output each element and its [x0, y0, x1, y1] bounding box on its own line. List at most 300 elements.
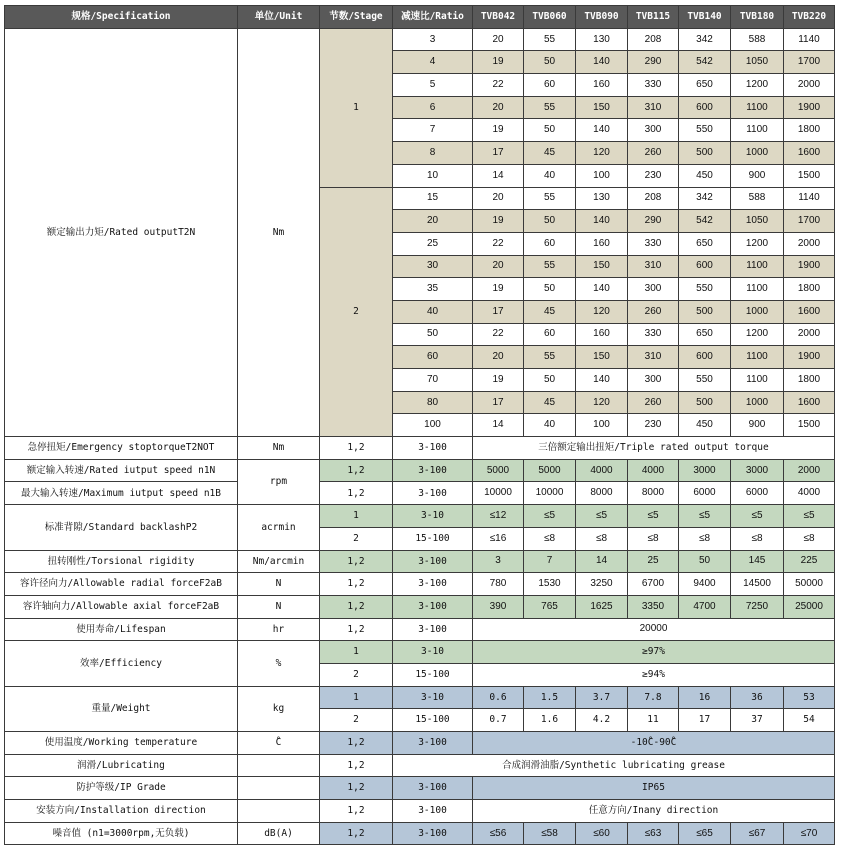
ratio-cell: 3-100: [393, 800, 473, 823]
value-cell: 225: [784, 550, 835, 573]
spec-table-body: [5, 28, 835, 845]
table-row: [5, 459, 835, 482]
spec-label: 使用寿命/Lifespan: [5, 618, 238, 641]
value-cell: 16: [679, 686, 731, 709]
value-cell: 7.8: [628, 686, 679, 709]
spec-label: 安装方向/Installation direction: [5, 800, 238, 823]
value-cell: 36: [731, 686, 784, 709]
value-cell: 650: [679, 323, 731, 346]
stage-cell: 1,2: [320, 550, 393, 573]
value-cell: 1140: [784, 187, 835, 210]
ratio-cell: 3-100: [393, 618, 473, 641]
ratio-cell: 3-100: [393, 437, 473, 460]
value-cell: 任意方向/Inany direction: [473, 800, 835, 823]
spec-label: 润滑/Lubricating: [5, 754, 238, 777]
value-cell: ≤8: [628, 527, 679, 550]
value-cell: 54: [784, 709, 835, 732]
value-cell: ≤8: [679, 527, 731, 550]
value-cell: 1140: [784, 28, 835, 51]
value-cell: 40: [524, 164, 576, 187]
stage-cell: 1,2: [320, 732, 393, 755]
header-model: TVB140: [679, 6, 731, 29]
table-row: [5, 28, 835, 51]
value-cell: 542: [679, 51, 731, 74]
value-cell: 150: [576, 96, 628, 119]
value-cell: 1100: [731, 119, 784, 142]
value-cell: 130: [576, 28, 628, 51]
value-cell: 1800: [784, 278, 835, 301]
value-cell: 4000: [784, 482, 835, 505]
value-cell: 1100: [731, 369, 784, 392]
value-cell: 7: [524, 550, 576, 573]
value-cell: 145: [731, 550, 784, 573]
value-cell: 1700: [784, 210, 835, 233]
value-cell: 37: [731, 709, 784, 732]
spec-label: 重量/Weight: [5, 686, 238, 731]
value-cell: 550: [679, 369, 731, 392]
value-cell: 290: [628, 210, 679, 233]
value-cell: 50000: [784, 573, 835, 596]
value-cell: 3000: [731, 459, 784, 482]
value-cell: 20: [473, 255, 524, 278]
ratio-cell: 35: [393, 278, 473, 301]
value-cell: 5000: [473, 459, 524, 482]
value-cell: 1900: [784, 96, 835, 119]
value-cell: 20000: [473, 618, 835, 641]
value-cell: 8000: [576, 482, 628, 505]
value-cell: 1600: [784, 142, 835, 165]
stage-cell: 2: [320, 187, 393, 437]
value-cell: 6000: [731, 482, 784, 505]
value-cell: 1100: [731, 96, 784, 119]
value-cell: 19: [473, 278, 524, 301]
value-cell: 1100: [731, 255, 784, 278]
value-cell: 53: [784, 686, 835, 709]
value-cell: 1600: [784, 391, 835, 414]
value-cell: ≥94%: [473, 663, 835, 686]
value-cell: 8000: [628, 482, 679, 505]
value-cell: 19: [473, 369, 524, 392]
value-cell: 310: [628, 255, 679, 278]
header-model: TVB042: [473, 6, 524, 29]
value-cell: 50: [524, 210, 576, 233]
value-cell: 1.6: [524, 709, 576, 732]
value-cell: 342: [679, 28, 731, 51]
value-cell: 120: [576, 300, 628, 323]
value-cell: 120: [576, 142, 628, 165]
stage-cell: 2: [320, 527, 393, 550]
value-cell: 1500: [784, 164, 835, 187]
unit-cell: kg: [238, 686, 320, 731]
table-row: [5, 595, 835, 618]
value-cell: 45: [524, 142, 576, 165]
value-cell: 10000: [524, 482, 576, 505]
value-cell: 300: [628, 278, 679, 301]
unit-cell: [238, 800, 320, 823]
value-cell: 542: [679, 210, 731, 233]
ratio-cell: 3-100: [393, 573, 473, 596]
value-cell: 260: [628, 300, 679, 323]
value-cell: 150: [576, 346, 628, 369]
ratio-cell: 3-10: [393, 641, 473, 664]
unit-cell: acrmin: [238, 505, 320, 550]
value-cell: 3250: [576, 573, 628, 596]
ratio-cell: 3-100: [393, 459, 473, 482]
stage-cell: 1,2: [320, 482, 393, 505]
value-cell: 300: [628, 369, 679, 392]
header-specification: 规格/Specification: [5, 6, 238, 29]
ratio-cell: 3-100: [393, 595, 473, 618]
value-cell: 1900: [784, 346, 835, 369]
value-cell: ≤16: [473, 527, 524, 550]
table-row: [5, 437, 835, 460]
value-cell: 17: [473, 142, 524, 165]
unit-cell: %: [238, 641, 320, 686]
value-cell: 60: [524, 232, 576, 255]
value-cell: ≤70: [784, 822, 835, 845]
value-cell: 0.6: [473, 686, 524, 709]
table-row: [5, 686, 835, 709]
ratio-cell: 3-100: [393, 550, 473, 573]
stage-cell: 1,2: [320, 822, 393, 845]
ratio-cell: 20: [393, 210, 473, 233]
value-cell: 55: [524, 96, 576, 119]
value-cell: 260: [628, 391, 679, 414]
value-cell: 120: [576, 391, 628, 414]
value-cell: 780: [473, 573, 524, 596]
table-row: [5, 482, 835, 505]
value-cell: 14: [473, 414, 524, 437]
unit-cell: Nm: [238, 28, 320, 436]
value-cell: 2000: [784, 323, 835, 346]
unit-cell: [238, 754, 320, 777]
ratio-cell: 3: [393, 28, 473, 51]
stage-cell: 2: [320, 709, 393, 732]
value-cell: 22: [473, 323, 524, 346]
value-cell: 588: [731, 28, 784, 51]
spec-label: 标准背隙/Standard backlashP2: [5, 505, 238, 550]
value-cell: 650: [679, 74, 731, 97]
unit-cell: N: [238, 573, 320, 596]
unit-cell: dB(A): [238, 822, 320, 845]
value-cell: 14500: [731, 573, 784, 596]
value-cell: 4700: [679, 595, 731, 618]
value-cell: 3.7: [576, 686, 628, 709]
stage-cell: 1,2: [320, 573, 393, 596]
value-cell: 55: [524, 28, 576, 51]
ratio-cell: 4: [393, 51, 473, 74]
value-cell: 100: [576, 414, 628, 437]
value-cell: 600: [679, 255, 731, 278]
value-cell: ≤8: [524, 527, 576, 550]
value-cell: 19: [473, 119, 524, 142]
value-cell: 1200: [731, 232, 784, 255]
stage-cell: 1,2: [320, 618, 393, 641]
ratio-cell: 15-100: [393, 709, 473, 732]
value-cell: 1800: [784, 369, 835, 392]
spec-label: 额定输入转速/Rated iutput speed n1N: [5, 459, 238, 482]
value-cell: 3350: [628, 595, 679, 618]
value-cell: ≤8: [731, 527, 784, 550]
spec-table-container: [4, 5, 835, 845]
value-cell: 11: [628, 709, 679, 732]
value-cell: 130: [576, 187, 628, 210]
value-cell: 310: [628, 96, 679, 119]
spec-label: 容许轴向力/Allowable axial forceF2aB: [5, 595, 238, 618]
value-cell: 45: [524, 391, 576, 414]
value-cell: 1600: [784, 300, 835, 323]
value-cell: 650: [679, 232, 731, 255]
table-row: [5, 822, 835, 845]
value-cell: 25: [628, 550, 679, 573]
value-cell: ≤5: [628, 505, 679, 528]
ratio-cell: 3-10: [393, 505, 473, 528]
ratio-cell: 3-100: [393, 732, 473, 755]
value-cell: 1625: [576, 595, 628, 618]
value-cell: ≤8: [576, 527, 628, 550]
table-row: [5, 777, 835, 800]
table-row: [5, 505, 835, 528]
ratio-cell: 5: [393, 74, 473, 97]
value-cell: 1050: [731, 51, 784, 74]
value-cell: 合成润滑油脂/Synthetic lubricating grease: [393, 754, 835, 777]
value-cell: 230: [628, 164, 679, 187]
value-cell: 55: [524, 255, 576, 278]
value-cell: 50: [524, 51, 576, 74]
value-cell: 22: [473, 74, 524, 97]
value-cell: ≤65: [679, 822, 731, 845]
value-cell: ≤67: [731, 822, 784, 845]
ratio-cell: 15: [393, 187, 473, 210]
stage-cell: 1: [320, 641, 393, 664]
spec-label: 噪音值 (n1=3000rpm,无负载): [5, 822, 238, 845]
value-cell: 260: [628, 142, 679, 165]
value-cell: 550: [679, 278, 731, 301]
value-cell: 300: [628, 119, 679, 142]
value-cell: ≤5: [784, 505, 835, 528]
value-cell: 140: [576, 210, 628, 233]
header-model: TVB060: [524, 6, 576, 29]
unit-cell: hr: [238, 618, 320, 641]
value-cell: 330: [628, 323, 679, 346]
value-cell: 160: [576, 232, 628, 255]
ratio-cell: 40: [393, 300, 473, 323]
value-cell: ≤56: [473, 822, 524, 845]
value-cell: 330: [628, 232, 679, 255]
ratio-cell: 15-100: [393, 527, 473, 550]
value-cell: ≤12: [473, 505, 524, 528]
value-cell: 330: [628, 74, 679, 97]
ratio-cell: 10: [393, 164, 473, 187]
spec-label: 额定输出力矩/Rated outputT2N: [5, 28, 238, 436]
value-cell: 17: [473, 300, 524, 323]
stage-cell: 1,2: [320, 800, 393, 823]
ratio-cell: 15-100: [393, 663, 473, 686]
table-row: [5, 573, 835, 596]
value-cell: 500: [679, 300, 731, 323]
value-cell: ≤5: [524, 505, 576, 528]
value-cell: 20: [473, 346, 524, 369]
value-cell: 600: [679, 346, 731, 369]
table-row: [5, 618, 835, 641]
value-cell: 5000: [524, 459, 576, 482]
value-cell: 22: [473, 232, 524, 255]
value-cell: 140: [576, 278, 628, 301]
value-cell: 14: [473, 164, 524, 187]
value-cell: 三倍额定输出扭矩/Triple rated output torque: [473, 437, 835, 460]
value-cell: 208: [628, 187, 679, 210]
unit-cell: [238, 777, 320, 800]
table-row: [5, 550, 835, 573]
value-cell: 310: [628, 346, 679, 369]
value-cell: 6700: [628, 573, 679, 596]
value-cell: 1000: [731, 300, 784, 323]
header-model: TVB090: [576, 6, 628, 29]
value-cell: 765: [524, 595, 576, 618]
value-cell: 20: [473, 187, 524, 210]
value-cell: ≤63: [628, 822, 679, 845]
value-cell: 450: [679, 414, 731, 437]
value-cell: 290: [628, 51, 679, 74]
value-cell: 900: [731, 164, 784, 187]
value-cell: 140: [576, 119, 628, 142]
table-row: [5, 732, 835, 755]
header-model: TVB180: [731, 6, 784, 29]
value-cell: 600: [679, 96, 731, 119]
value-cell: 45: [524, 300, 576, 323]
value-cell: 60: [524, 323, 576, 346]
value-cell: 342: [679, 187, 731, 210]
unit-cell: N: [238, 595, 320, 618]
value-cell: 1000: [731, 391, 784, 414]
ratio-cell: 6: [393, 96, 473, 119]
unit-cell: Nm: [238, 437, 320, 460]
ratio-cell: 70: [393, 369, 473, 392]
value-cell: 40: [524, 414, 576, 437]
value-cell: 50: [524, 369, 576, 392]
ratio-cell: 3-10: [393, 686, 473, 709]
ratio-cell: 3-100: [393, 482, 473, 505]
header-row: [5, 6, 835, 29]
ratio-cell: 8: [393, 142, 473, 165]
spec-label: 最大输入转速/Maximum iutput speed n1B: [5, 482, 238, 505]
value-cell: 10000: [473, 482, 524, 505]
value-cell: 1050: [731, 210, 784, 233]
value-cell: 140: [576, 369, 628, 392]
value-cell: 1.5: [524, 686, 576, 709]
stage-cell: 1,2: [320, 459, 393, 482]
value-cell: 1700: [784, 51, 835, 74]
value-cell: 25000: [784, 595, 835, 618]
value-cell: 1900: [784, 255, 835, 278]
value-cell: 1100: [731, 278, 784, 301]
value-cell: 4.2: [576, 709, 628, 732]
value-cell: 500: [679, 391, 731, 414]
table-row: [5, 800, 835, 823]
value-cell: ≤8: [784, 527, 835, 550]
stage-cell: 1: [320, 28, 393, 187]
value-cell: 50: [524, 278, 576, 301]
value-cell: IP65: [473, 777, 835, 800]
value-cell: 19: [473, 210, 524, 233]
value-cell: 2000: [784, 459, 835, 482]
ratio-cell: 3-100: [393, 822, 473, 845]
value-cell: 6000: [679, 482, 731, 505]
stage-cell: 1,2: [320, 777, 393, 800]
value-cell: ≤5: [576, 505, 628, 528]
value-cell: 1200: [731, 74, 784, 97]
value-cell: ≤5: [731, 505, 784, 528]
header-model: TVB115: [628, 6, 679, 29]
ratio-cell: 80: [393, 391, 473, 414]
value-cell: 1100: [731, 346, 784, 369]
value-cell: 390: [473, 595, 524, 618]
value-cell: ≤5: [679, 505, 731, 528]
ratio-cell: 60: [393, 346, 473, 369]
value-cell: ≤60: [576, 822, 628, 845]
value-cell: 55: [524, 346, 576, 369]
value-cell: 160: [576, 74, 628, 97]
value-cell: 50: [524, 119, 576, 142]
value-cell: 19: [473, 51, 524, 74]
value-cell: 4000: [628, 459, 679, 482]
value-cell: 588: [731, 187, 784, 210]
ratio-cell: 100: [393, 414, 473, 437]
stage-cell: 2: [320, 663, 393, 686]
value-cell: 1530: [524, 573, 576, 596]
ratio-cell: 30: [393, 255, 473, 278]
spec-label: 效率/Efficiency: [5, 641, 238, 686]
ratio-cell: 3-100: [393, 777, 473, 800]
value-cell: 100: [576, 164, 628, 187]
stage-cell: 1,2: [320, 595, 393, 618]
value-cell: 20: [473, 28, 524, 51]
value-cell: 160: [576, 323, 628, 346]
value-cell: 4000: [576, 459, 628, 482]
header-model: TVB220: [784, 6, 835, 29]
value-cell: 50: [679, 550, 731, 573]
value-cell: 1200: [731, 323, 784, 346]
value-cell: 55: [524, 187, 576, 210]
value-cell: 900: [731, 414, 784, 437]
value-cell: 2000: [784, 232, 835, 255]
spec-label: 容许径向力/Allowable radial forceF2aB: [5, 573, 238, 596]
unit-cell: ̊C: [238, 732, 320, 755]
spec-label: 急停扭矩/Emergency stoptorqueT2NOT: [5, 437, 238, 460]
value-cell: 230: [628, 414, 679, 437]
value-cell: 500: [679, 142, 731, 165]
header-ratio: 减速比/Ratio: [393, 6, 473, 29]
value-cell: 20: [473, 96, 524, 119]
value-cell: 60: [524, 74, 576, 97]
value-cell: 17: [679, 709, 731, 732]
stage-cell: 1: [320, 505, 393, 528]
unit-cell: rpm: [238, 459, 320, 504]
value-cell: 7250: [731, 595, 784, 618]
spec-label: 防护等级/IP Grade: [5, 777, 238, 800]
value-cell: 3: [473, 550, 524, 573]
value-cell: 1000: [731, 142, 784, 165]
table-row: [5, 641, 835, 664]
header-unit: 单位/Unit: [238, 6, 320, 29]
ratio-cell: 50: [393, 323, 473, 346]
value-cell: 140: [576, 51, 628, 74]
ratio-cell: 25: [393, 232, 473, 255]
spec-label: 使用温度/Working temperature: [5, 732, 238, 755]
value-cell: 3000: [679, 459, 731, 482]
value-cell: 550: [679, 119, 731, 142]
value-cell: 1500: [784, 414, 835, 437]
